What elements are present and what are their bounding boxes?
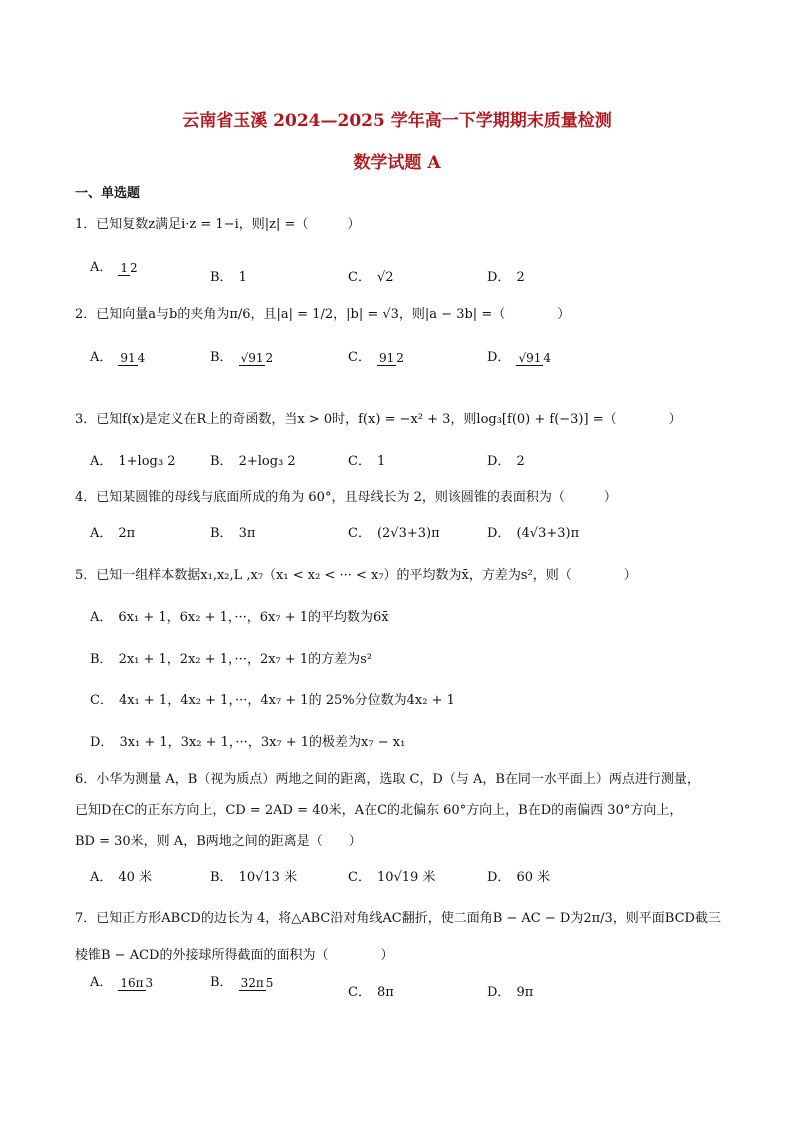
question-2-option-b <box>210 346 273 365</box>
question-4-option-d <box>487 522 579 541</box>
question-7-option-a <box>90 971 153 990</box>
option-label: B． <box>210 350 233 365</box>
page-subtitle: 数学试题 A <box>353 153 441 173</box>
question-6-stem: 已知D在C的正东方向上，CD = 2AD = 40米，A在C的北偏东 60°方向上，B在D的南偏西 30°方向上， <box>75 803 683 818</box>
question-5-option-b <box>90 648 372 667</box>
option-label: A． <box>90 350 113 365</box>
option-fraction: 91 2 <box>378 350 404 365</box>
question-7-stem: 棱锥B − ACD的外接球所得截面的面积为（ ） <box>75 948 394 963</box>
question-7-stem: 7．已知正方形ABCD的边长为 4，将△ABC沿对角线AC翻折，使二面角B − AC − D为2π/3，则平面BCD截三 <box>75 911 721 926</box>
option-label: D． <box>487 454 511 469</box>
question-1-option-b <box>210 266 247 285</box>
question-7-option-d <box>487 981 533 1000</box>
question-2-option-d <box>487 346 551 365</box>
question-3-option-b <box>210 450 296 469</box>
option-value: 2+log₃ 2 <box>238 454 296 469</box>
option-label: C． <box>348 454 371 469</box>
question-6-stem: 6．小华为测量 A，B（视为质点）两地之间的距离，选取 C，D（与 A，B在同一水平面上）两点进行测量， <box>75 772 700 787</box>
question-4-option-c <box>348 522 440 541</box>
option-label: B． <box>210 454 233 469</box>
option-value: 4x₁ + 1，4x₂ + 1，···，4x₇ + 1的 25%分位数为4x₂ + 1 <box>118 693 455 708</box>
option-label: C． <box>348 350 371 365</box>
option-value: 10√13 米 <box>238 870 298 885</box>
question-2-stem: 2．已知向量a与b的夹角为π/6，且|a| = 1/2，|b| = √3，则|a − 3b| =（ ） <box>75 307 571 322</box>
question-5-option-a <box>90 606 389 625</box>
option-label: D． <box>487 526 511 541</box>
option-value: 6x₁ + 1，6x₂ + 1，···，6x₇ + 1的平均数为6x̄ <box>118 610 389 625</box>
option-value: 2 <box>516 270 525 285</box>
option-fraction: 16π 3 <box>120 975 154 990</box>
option-value: (4√3+3)π <box>516 526 580 541</box>
question-1-stem: 1．已知复数z满足i·z = 1−i，则|z| =（ ） <box>75 217 361 232</box>
option-value: 1+log₃ 2 <box>118 454 176 469</box>
option-value: 3π <box>238 526 256 541</box>
option-label: D． <box>90 735 114 750</box>
question-4-option-a <box>90 522 135 541</box>
option-label: A． <box>90 260 113 275</box>
option-label: A． <box>90 526 113 541</box>
question-1-option-a <box>90 256 138 275</box>
option-label: B． <box>210 870 233 885</box>
question-2-option-a <box>90 346 145 365</box>
question-2-option-c <box>348 346 404 365</box>
option-label: A． <box>90 610 113 625</box>
section-heading: 一、单选题 <box>75 186 141 201</box>
option-label: C． <box>348 870 371 885</box>
option-fraction: √91 4 <box>518 350 551 365</box>
question-5-stem: 5．已知一组样本数据x₁,x₂,L ,x₇（x₁ < x₂ < ··· < x₇）的平均数为x̄，方差为s²，则（ ） <box>75 568 637 583</box>
option-label: A． <box>90 870 113 885</box>
question-6-option-a <box>90 866 152 885</box>
question-6-stem: BD = 30米，则 A，B两地之间的距离是（ ） <box>75 834 362 849</box>
option-fraction: √91 2 <box>240 350 274 365</box>
question-3-option-d <box>487 450 525 469</box>
question-5-option-d <box>90 731 405 750</box>
question-1-option-d <box>487 266 525 285</box>
option-value: (2√3+3)π <box>376 526 440 541</box>
option-value: 1 <box>376 454 386 469</box>
option-label: D． <box>487 870 511 885</box>
option-label: C． <box>90 693 113 708</box>
option-value: 10√19 米 <box>376 870 436 885</box>
page-title: 云南省玉溪 2024—2025 学年高一下学期期末质量检测 <box>182 111 612 131</box>
option-value: 8π <box>376 985 394 1000</box>
question-3-option-c <box>348 450 385 469</box>
option-label: B． <box>210 975 233 990</box>
option-label: C． <box>348 985 371 1000</box>
question-6-option-d <box>487 866 550 885</box>
option-label: B． <box>210 270 233 285</box>
option-value: 1 <box>238 270 247 285</box>
option-label: C． <box>348 526 371 541</box>
option-label: A． <box>90 454 113 469</box>
question-4-stem: 4．已知某圆锥的母线与底面所成的角为 60°，且母线长为 2，则该圆锥的表面积为（ ） <box>75 490 617 505</box>
option-label: D． <box>487 350 511 365</box>
option-value: 2π <box>118 526 136 541</box>
option-fraction: 91 4 <box>120 350 146 365</box>
question-4-option-b <box>210 522 255 541</box>
question-3-option-a <box>90 450 175 469</box>
option-label: A． <box>90 975 113 990</box>
option-label: D． <box>487 270 511 285</box>
question-5-option-c <box>90 689 455 708</box>
option-value: 60 米 <box>516 870 551 885</box>
question-1-option-c <box>348 266 394 285</box>
option-value: 9π <box>516 985 534 1000</box>
option-fraction: 1 2 <box>120 260 138 275</box>
option-fraction: 32π 5 <box>240 975 274 990</box>
option-label: C． <box>348 270 371 285</box>
option-value: 2x₁ + 1，2x₂ + 1，···，2x₇ + 1的方差为s² <box>118 652 373 667</box>
option-label: D． <box>487 985 511 1000</box>
question-7-option-b <box>210 971 273 990</box>
option-value: √2 <box>376 270 394 285</box>
question-3-stem: 3．已知f(x)是定义在R上的奇函数，当x > 0时，f(x) = −x² + 3，则log₃[f(0) + f(−3)] =（ ） <box>75 412 682 427</box>
option-label: B． <box>90 652 113 667</box>
option-value: 3x₁ + 1，3x₂ + 1，···，3x₇ + 1的极差为x₇ − x₁ <box>119 735 406 750</box>
option-value: 2 <box>516 454 525 469</box>
option-value: 40 米 <box>118 870 153 885</box>
question-7-option-c <box>348 981 394 1000</box>
option-label: B． <box>210 526 233 541</box>
question-6-option-b <box>210 866 297 885</box>
question-6-option-c <box>348 866 435 885</box>
